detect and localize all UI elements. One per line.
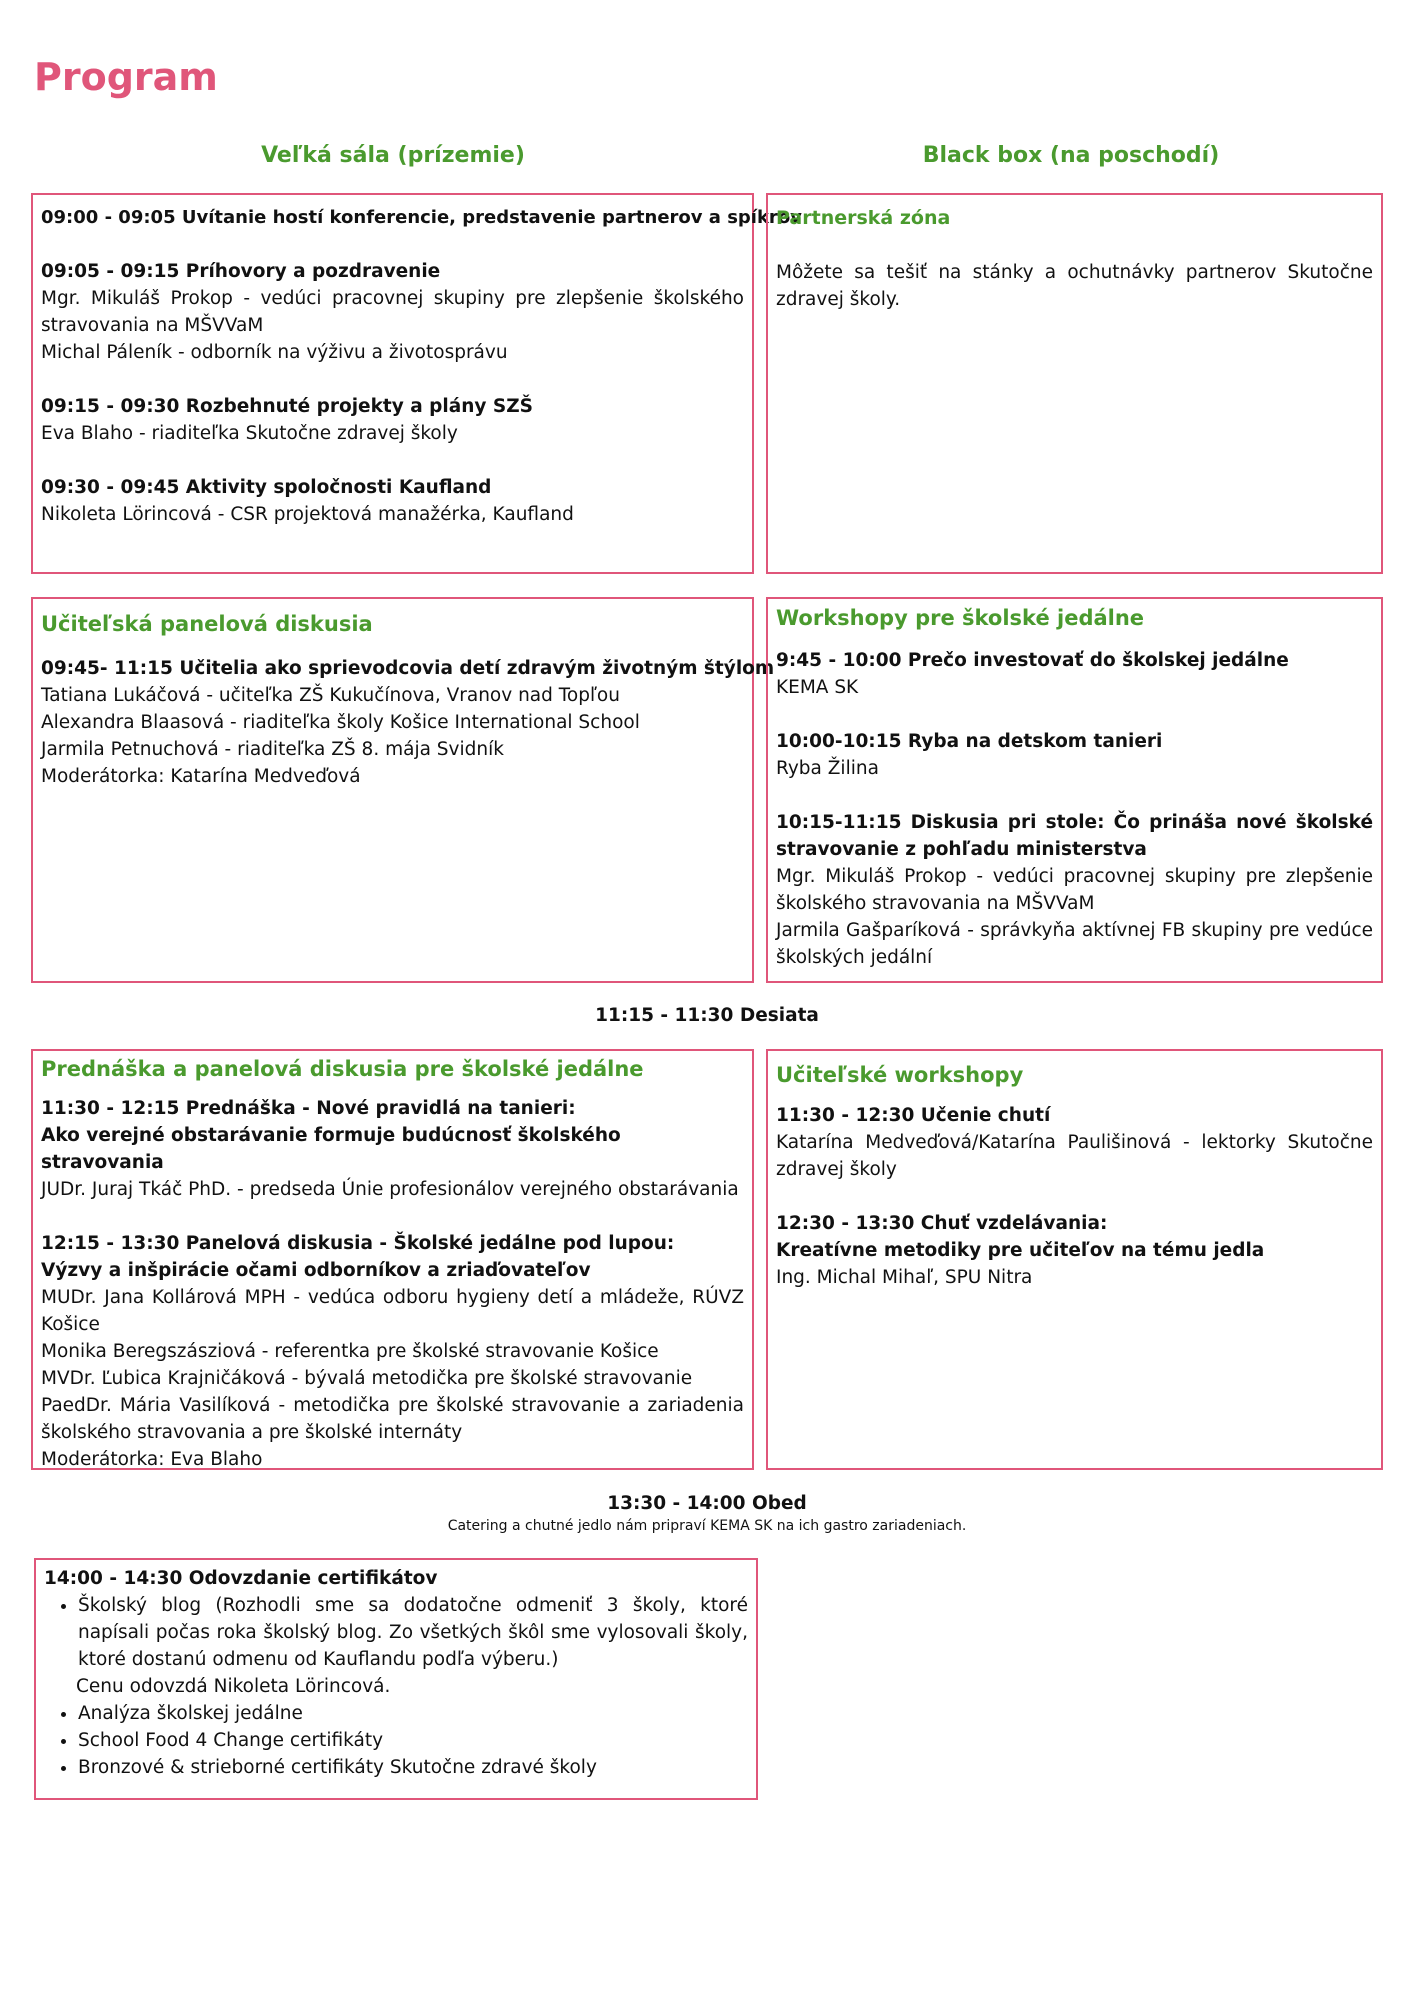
column-heading-right: Black box (na poschodí): [922, 143, 1220, 168]
list-item-text: Školský blog (Rozhodli sme sa dodatočne odmeniť 3 školy, ktoré napísali počas roka školský blog. Zo všetkých škôl sme vylosovali školy, ktoré dostanú odmenu od Kauflandu podľa výberu.): [78, 1595, 748, 1670]
lunch-note: Catering a chutné jedlo nám pripraví KEMA SK na ich gastro zariadeniach.: [447, 1518, 967, 1534]
speaker-line: MUDr. Jana Kollárová MPH - vedúca odboru hygieny detí a mládeže, RÚVZ Košice: [41, 1287, 744, 1335]
break-line: 11:15 - 11:30 Desiata: [595, 1005, 819, 1026]
block1-right-box: [766, 193, 1383, 574]
section-heading: Prednáška a panelová diskusia pre školské jedálne: [41, 1057, 644, 1081]
block2-left-box: [31, 597, 775, 983]
session-title: 11:30 - 12:30 Učenie chutí: [776, 1105, 1051, 1126]
speaker-line: Monika Beregszásziová - referentka pre školské stravovanie Košice: [41, 1341, 659, 1362]
list-item-text: Analýza školskej jedálne: [78, 1703, 303, 1724]
speaker-line: Jarmila Gašparíková - správkyňa aktívnej FB skupiny pre vedúce školských jedální: [776, 920, 1373, 968]
section-heading: Učiteľská panelová diskusia: [41, 612, 373, 636]
speaker-line: Michal Páleník - odborník na výživu a životosprávu: [41, 342, 508, 363]
list-item-text: School Food 4 Change certifikáty: [78, 1730, 384, 1751]
list-item: [78, 1754, 748, 1781]
session-title: 10:00-10:15 Ryba na detskom tanieri: [776, 731, 1163, 752]
section-text: Môžete sa tešiť na stánky a ochutnávky partnerov Skutočne zdravej školy.: [776, 262, 1373, 310]
list-item-note: Cenu odovzdá Nikoleta Lörincová.: [76, 1676, 391, 1697]
speaker-line: Alexandra Blaasová - riaditeľka školy Košice International School: [41, 712, 640, 733]
speaker-line: KEMA SK: [776, 677, 859, 698]
list-item: [78, 1592, 748, 1673]
list-item: [78, 1727, 748, 1754]
column-heading-left: Veľká sála (prízemie): [261, 143, 525, 168]
speaker-line: Eva Blaho - riaditeľka Skutočne zdravej školy: [41, 423, 458, 444]
session-title: 12:30 - 13:30 Chuť vzdelávania:: [776, 1213, 1108, 1234]
session-title: 09:15 - 09:30 Rozbehnuté projekty a plány SZŠ: [41, 396, 533, 417]
block4-box: [34, 1558, 758, 1800]
block2-right-box: [766, 597, 1383, 983]
session-subtitle: Výzvy a inšpirácie očami odborníkov a zriaďovateľov: [41, 1260, 591, 1281]
lunch-title: 13:30 - 14:00 Obed: [607, 1493, 807, 1514]
block3-right-box: [766, 1049, 1383, 1470]
session-title: 09:05 - 09:15 Príhovory a pozdravenie: [41, 261, 441, 282]
speaker-line: Moderátorka: Eva Blaho: [41, 1449, 263, 1470]
section-heading: Workshopy pre školské jedálne: [776, 606, 1145, 630]
page-title: Program: [34, 55, 218, 99]
speaker-line: Ryba Žilina: [776, 758, 879, 779]
session-title: 09:45- 11:15 Učitelia ako sprievodcovia detí zdravým životným štýlom: [41, 658, 775, 679]
certificate-list: [44, 1592, 748, 1781]
speaker-line: Tatiana Lukáčová - učiteľka ZŠ Kukučínova, Vranov nad Topľou: [41, 685, 620, 706]
speaker-line: Nikoleta Lörincová - CSR projektová manažérka, Kaufland: [41, 504, 574, 525]
speaker-line: MVDr. Ľubica Krajničáková - bývalá metodička pre školské stravovanie: [41, 1368, 693, 1389]
speaker-line: Moderátorka: Katarína Medveďová: [41, 766, 361, 787]
speaker-line: Mgr. Mikuláš Prokop - vedúci pracovnej skupiny pre zlepšenie školského stravovania na MŠVVaM: [41, 288, 744, 336]
list-item: [78, 1700, 748, 1727]
session-title: 09:00 - 09:05 Uvítanie hostí konferencie, predstavenie partnerov a spíkrov: [41, 207, 802, 228]
speaker-line: Katarína Medveďová/Katarína Paulišinová - lektorky Skutočne zdravej školy: [776, 1132, 1373, 1180]
session-title: 09:30 - 09:45 Aktivity spoločnosti Kaufland: [41, 477, 492, 498]
session-title: 9:45 - 10:00 Prečo investovať do školskej jedálne: [776, 650, 1289, 671]
section-heading: Učiteľské workshopy: [776, 1063, 1024, 1087]
session-subtitle: Kreatívne metodiky pre učiteľov na tému jedla: [776, 1240, 1265, 1261]
speaker-line: Jarmila Petnuchová - riaditeľka ZŠ 8. mája Svidník: [41, 739, 504, 760]
block1-left-box: [31, 193, 802, 574]
speaker-line: JUDr. Juraj Tkáč PhD. - predseda Únie profesionálov verejného obstarávania: [41, 1179, 739, 1200]
list-item-text: Bronzové & strieborné certifikáty Skutočne zdravé školy: [78, 1757, 597, 1778]
session-title: 14:00 - 14:30 Odovzdanie certifikátov: [44, 1568, 438, 1589]
session-title: 12:15 - 13:30 Panelová diskusia - Školské jedálne pod lupou:: [41, 1233, 675, 1254]
block3-left-box: [31, 1049, 754, 1470]
section-heading: Partnerská zóna: [776, 207, 951, 229]
speaker-line: Mgr. Mikuláš Prokop - vedúci pracovnej skupiny pre zlepšenie školského stravovania na MŠVVaM: [776, 866, 1373, 914]
speaker-line: Ing. Michal Mihaľ, SPU Nitra: [776, 1267, 1033, 1288]
session-subtitle: Ako verejné obstarávanie formuje budúcnosť školského stravovania: [41, 1125, 621, 1173]
speaker-line: PaedDr. Mária Vasilíková - metodička pre školské stravovanie a zariadenia školského stravovania a pre školské internáty: [41, 1395, 744, 1443]
session-title: 11:30 - 12:15 Prednáška - Nové pravidlá na tanieri:: [41, 1098, 576, 1119]
session-title: 10:15-11:15 Diskusia pri stole: Čo prináša nové školské stravovanie z pohľadu ministerstva: [776, 812, 1373, 860]
